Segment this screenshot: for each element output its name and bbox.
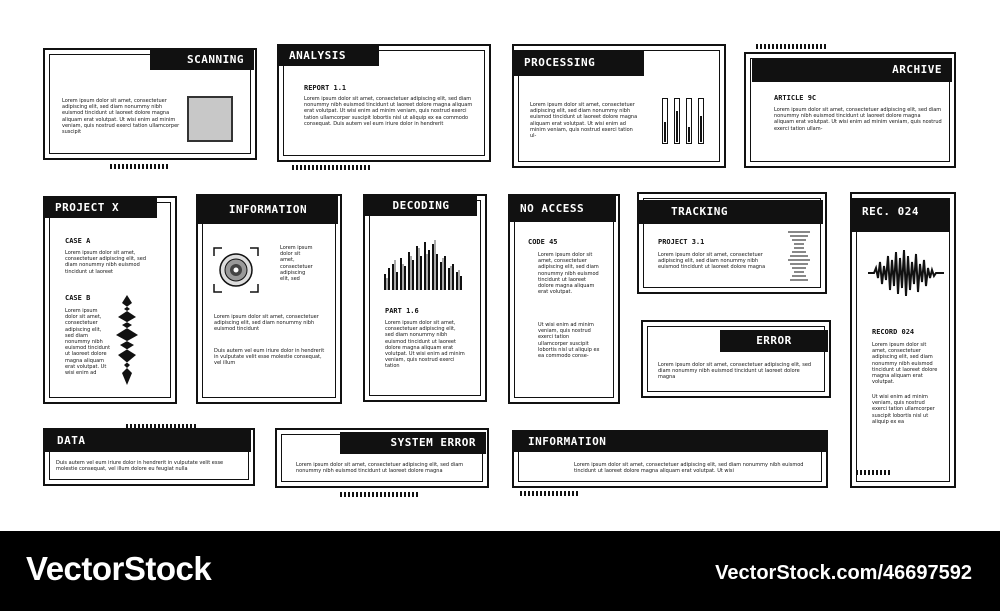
rec-text-2: Ut wisi enim ad minim veniam, quis nostrud exerci tation ullamcorper suscipit lobortis nisl ut aliquip ex ea (872, 394, 935, 425)
data-text: Duis autem vel eum iriure dolor in hendrerit in vulputate velit esse molestie consequat, vel illum dolore eu feugiat nulla (56, 460, 224, 473)
vectorstock-logo: VectorStock (26, 550, 212, 587)
archive-subtitle: ARTICLE 9C (774, 94, 817, 102)
system-error-text: Lorem ipsum dolor sit amet, consectetuer adipiscing elit, sed diam nonummy nibh euismod tincidunt ut laoreet dolore magna (296, 462, 464, 475)
information-stripes (520, 491, 580, 496)
tracking-text: Lorem ipsum dolor sit amet, consectetuer adipiscing elit, sed diam nonummy nibh euismod tincidunt ut laoreet dolore magna (658, 252, 766, 271)
waveform-vertical (114, 295, 140, 385)
analysis-stripes (292, 165, 372, 170)
watermark-url: VectorStock.com/46697592 (715, 562, 972, 584)
analysis-title: ANALYSIS (279, 46, 379, 66)
no-access-text-2: Ut wisi enim ad minim veniam, quis nostrud exerci tation ullamcorper suscipit lobortis nisl ut aliquip ex ea commodo conse- (538, 322, 600, 360)
information-panel-1 (196, 194, 342, 404)
decoding-title: DECODING (365, 196, 477, 216)
decoding-text: Lorem ipsum dolor sit amet, consectetuer adipiscing elit, sed diam nonummy nibh euismod tincidunt ut laoreet dolore magna aliquam erat volutpat. Ut wisi enim ad minim veniam, quis nostrud exerci tation (385, 320, 465, 370)
data-title: DATA (45, 430, 251, 452)
no-access-subtitle: CODE 45 (528, 238, 558, 246)
project-x-title: PROJECT X (45, 198, 157, 218)
level-bar (698, 98, 704, 144)
rec-stripes (856, 470, 892, 475)
information-title-1: INFORMATION (198, 196, 338, 224)
error-text: Lorem ipsum dolor sit amet, consectetuer adipiscing elit, sed diam nonummy nibh euismod tincidunt ut laoreet dolore magna (658, 362, 812, 381)
rec-subtitle: RECORD 024 (872, 328, 915, 336)
information-text-1: Lorem ipsum dolor sit amet, consectetuer adipiscing elit, sed diam nonummy nibh euismod tincidunt (214, 314, 319, 333)
error-title: ERROR (720, 330, 828, 352)
information-text-2b: Lorem ipsum dolor sit amet, consectetuer adipiscing elit, sed diam nonummy nibh euismod tincidunt ut laoreet dolore magna aliquam erat volutpat. Ut wisi (574, 462, 804, 475)
rec-panel (850, 192, 956, 488)
archive-title: ARCHIVE (752, 58, 952, 82)
processing-text: Lorem ipsum dolor sit amet, consectetuer adipiscing elit, sed diam nonummy nibh euismod tincidunt ut laoreet dolore magna aliquam erat volutpat. Ut wisi enim ad minim veniam, quis nostrud exerci tation ul- (530, 102, 638, 140)
information-side-text: Lorem ipsum dolor sit amet, consectetuer adipiscing elit, sed (280, 245, 313, 283)
case-b-text: Lorem ipsum dolor sit amet, consectetuer adipiscing elit, sed diam nonummy nibh euismod tincidunt ut laoreet dolore magna aliquam erat volutpat. Ut wisi enim ad (65, 308, 111, 377)
dna-helix-icon (786, 230, 812, 282)
decoding-subtitle: PART 1.6 (385, 307, 419, 315)
level-bars (660, 98, 708, 144)
no-access-title: NO ACCESS (510, 196, 616, 222)
frequency-bars (384, 238, 466, 290)
tracking-subtitle: PROJECT 3.1 (658, 238, 705, 246)
case-a-text: Lorem ipsum dolor sit amet, consectetuer adipiscing elit, sed diam nonummy nibh euismod tincidunt ut laoreet (65, 250, 147, 275)
level-bar (686, 98, 692, 144)
audio-waveform (868, 248, 944, 298)
system-error-stripes (340, 492, 420, 497)
case-a-label: CASE A (65, 237, 91, 245)
scanning-text: Lorem ipsum dolor sit amet, consectetuer adipiscing elit, sed diam nonummy nibh euismod tincidunt ut laoreet dolore magna aliquam erat volutpat. Ut wisi enim ad minim veniam, quis nostrud exerci tation ullamcorper suscipit (62, 98, 180, 136)
information-text-2: Duis autem vel eum iriure dolor in hendrerit in vulputate velit esse molestie consequat, vel illum (214, 348, 325, 367)
system-error-title: SYSTEM ERROR (340, 432, 486, 454)
target-icon (212, 246, 260, 294)
analysis-text: Lorem ipsum dolor sit amet, consectetuer adipiscing elit, sed diam nonummy nibh euismod tincidunt ut laoreet dolore magna aliquam erat volutpat. Ut wisi enim ad minim veniam, quis nostrud exerci tation ullamcorper suscipit lobortis nisl ut aliquip ex ea commodo consequat. Duis autem vel eum iriure dolor in hendrerit (304, 96, 473, 127)
level-bar (662, 98, 668, 144)
level-bar (674, 98, 680, 144)
processing-title: PROCESSING (514, 50, 644, 76)
information-title-2: INFORMATION (514, 432, 826, 452)
rec-text-1: Lorem ipsum dolor sit amet, consectetuer adipiscing elit, sed diam nonummy nibh euismod tincidunt ut laoreet dolore magna aliquam erat volutpat. (872, 342, 938, 386)
case-b-label: CASE B (65, 294, 91, 302)
scanning-stripes (110, 164, 170, 169)
scanning-title: SCANNING (150, 50, 254, 70)
analysis-subtitle: REPORT 1.1 (304, 84, 347, 92)
rec-title: REC. 024 (852, 198, 950, 232)
tracking-title: TRACKING (639, 200, 823, 224)
archive-stripes (756, 44, 826, 49)
image-placeholder (187, 96, 233, 142)
archive-text: Lorem ipsum dolor sit amet, consectetuer adipiscing elit, sed diam nonummy nibh euismod tincidunt ut laoreet dolore magna aliquam erat volutpat. Ut wisi enim ad minim veniam, quis nostrud exerci tation ullam- (774, 107, 942, 132)
data-stripes (126, 424, 196, 429)
no-access-text-1: Lorem ipsum dolor sit amet, consectetuer adipiscing elit, sed diam nonummy nibh euismod tincidunt ut laoreet dolore magna aliquam erat volutpat. (538, 252, 599, 296)
